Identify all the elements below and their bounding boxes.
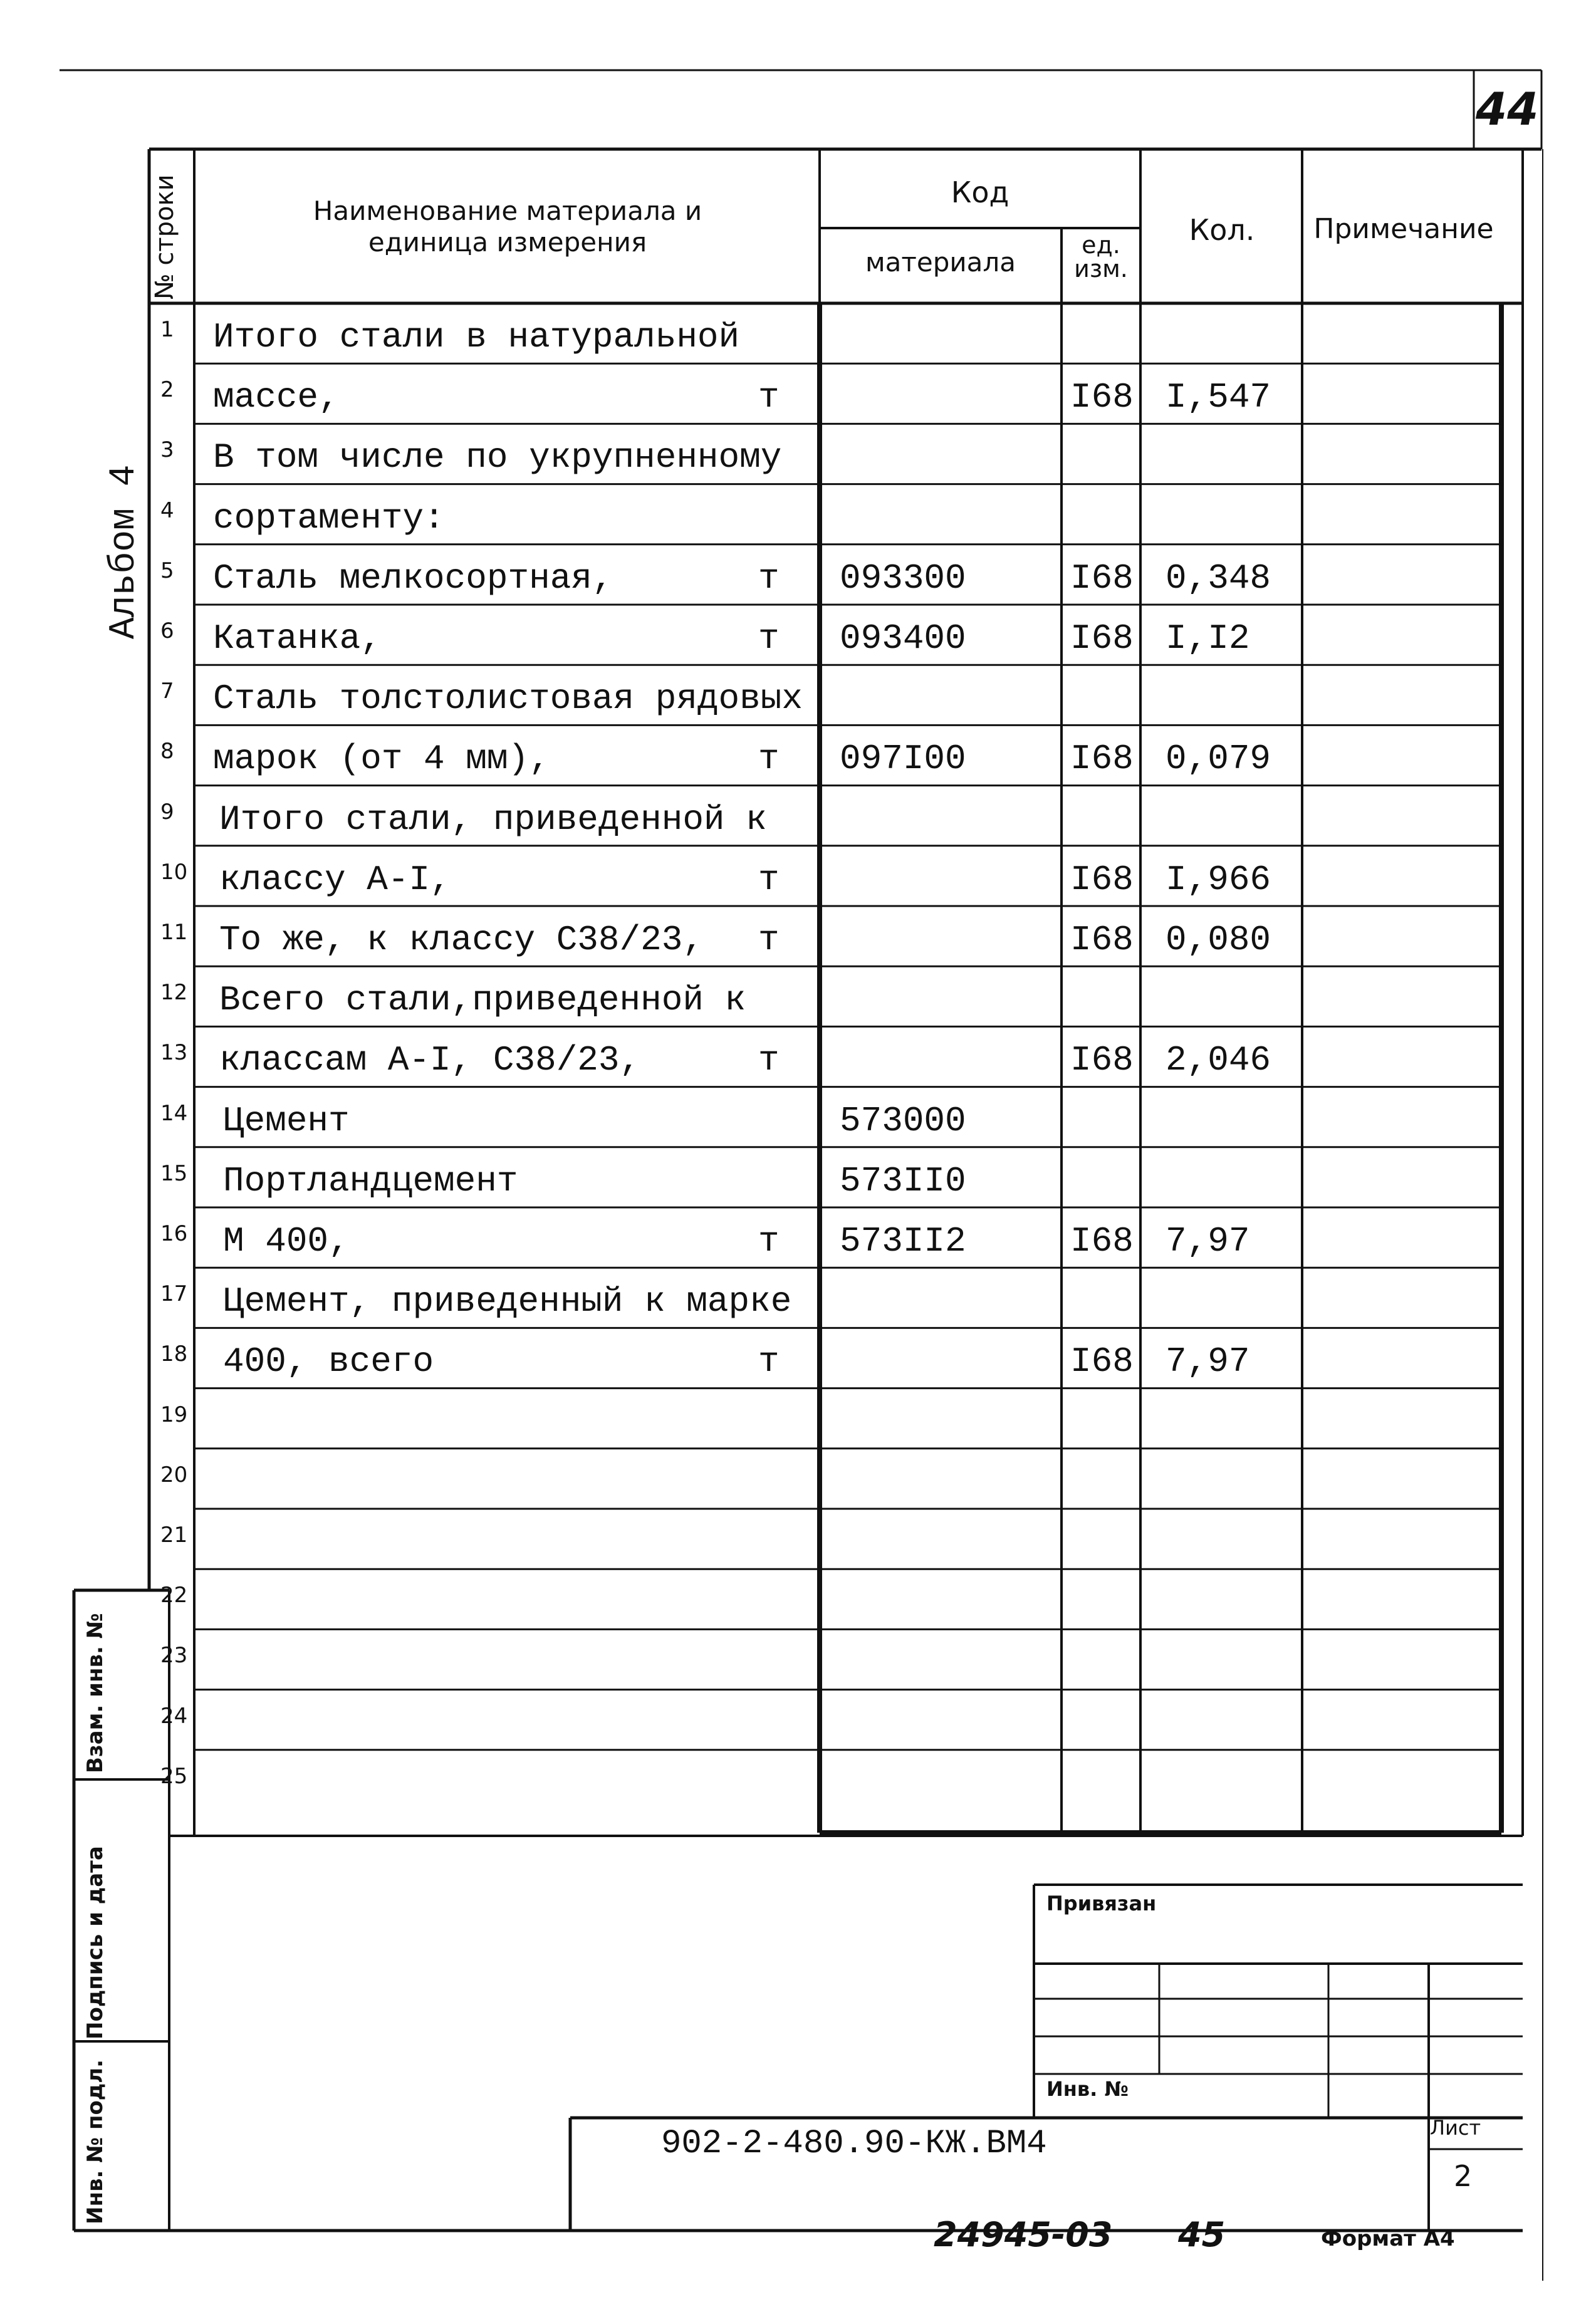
album-label: Альбом 4 [104,464,145,639]
row-name: Цемент, приведенный к марке [223,1281,792,1322]
row-unit-code: I68 [1070,1040,1134,1081]
label-inv-podl: Инв. № подл. [83,2059,108,2224]
row-name: марок (от 4 мм), [213,739,550,779]
row-unit-letter: т [758,618,780,659]
row-unit-letter: т [758,739,780,779]
page-number: 44 [1476,83,1539,135]
row-quantity: 7,97 [1166,1221,1250,1261]
row-number: 2 [160,377,174,403]
row-name: Сталь мелкосортная, [213,558,613,598]
row-unit-letter: т [758,859,780,900]
row-number: 20 [160,1462,188,1487]
stamp-list-number: 2 [1454,2159,1473,2193]
row-name: сортаменту: [213,497,445,538]
row-number: 4 [160,497,174,523]
header-code: Код [951,175,1009,209]
header-note: Примечание [1313,213,1494,245]
row-number: 14 [160,1100,188,1126]
row-number: 23 [160,1643,188,1669]
row-material-code: 093400 [840,618,966,659]
row-unit-letter: т [758,558,780,598]
row-name: Цемент [223,1100,350,1141]
stamp-privyazan: Привязан [1046,1892,1157,1915]
row-name: Катанка, [213,618,382,659]
row-name: классу А-I, [219,859,451,900]
row-name: Портландцемент [223,1160,518,1201]
row-number: 16 [160,1221,188,1246]
row-unit-code: I68 [1070,920,1134,960]
row-name: Итого стали в натуральной [213,317,740,357]
row-number: 19 [160,1402,188,1427]
row-material-code: 573II2 [840,1221,966,1261]
row-unit-letter: т [758,377,780,418]
row-unit-letter: т [758,1221,780,1261]
footer-hand-code: 24945-03 [934,2215,1113,2254]
row-number: 22 [160,1583,188,1608]
header-unit: ед. изм. [1074,231,1128,283]
row-number: 6 [160,618,174,643]
row-number: 11 [160,920,188,945]
row-number: 7 [160,679,174,704]
footer-format: Формат А4 [1321,2226,1455,2251]
row-number: 12 [160,980,188,1006]
row-number: 25 [160,1763,188,1789]
row-quantity: 2,046 [1166,1040,1271,1081]
row-quantity: 0,348 [1166,558,1271,598]
row-unit-code: I68 [1070,859,1134,900]
row-unit-code: I68 [1070,1341,1134,1382]
row-unit-letter: т [758,1040,780,1081]
header-qty: Кол. [1189,213,1255,247]
row-unit-code: I68 [1070,558,1134,598]
stamp-inv-no: Инв. № [1046,2077,1129,2101]
row-material-code: 573000 [840,1100,966,1141]
row-unit-code: I68 [1070,1221,1134,1261]
footer-hand-number: 45 [1178,2215,1226,2254]
row-number: 15 [160,1160,188,1186]
row-name: массе, [213,377,340,418]
row-number: 10 [160,859,188,885]
row-quantity: 7,97 [1166,1341,1250,1382]
row-number: 1 [160,317,174,342]
row-number: 18 [160,1341,188,1367]
row-name: Всего стали,приведенной к [219,980,746,1021]
row-quantity: I,I2 [1166,618,1250,659]
row-name: классам А-I, С38/23, [219,1040,641,1081]
header-material: материала [865,247,1016,278]
row-unit-code: I68 [1070,739,1134,779]
header-row-number: № строки [150,174,179,299]
row-number: 24 [160,1703,188,1729]
row-name: То же, к классу С38/23, [219,920,704,960]
row-name: М 400, [223,1221,350,1261]
row-number: 17 [160,1281,188,1307]
row-unit-code: I68 [1070,377,1134,418]
row-unit-letter: т [758,920,780,960]
row-material-code: 097I00 [840,739,966,779]
row-number: 8 [160,739,174,764]
row-unit-letter: т [758,1341,780,1382]
row-number: 9 [160,799,174,825]
row-number: 5 [160,558,174,583]
row-quantity: 0,080 [1166,920,1271,960]
header-name: Наименование материала и единица измерения [313,195,702,258]
row-quantity: I,547 [1166,377,1271,418]
row-number: 13 [160,1040,188,1066]
row-number: 21 [160,1523,188,1548]
row-name: В том числе по укрупненному [213,437,782,478]
row-unit-code: I68 [1070,618,1134,659]
row-quantity: I,966 [1166,859,1271,900]
row-name: Сталь толстолистовая рядовых [213,679,803,719]
row-material-code: 573II0 [840,1160,966,1201]
label-podpis-data: Подпись и дата [83,1846,108,2039]
row-material-code: 093300 [840,558,966,598]
stamp-doc-code: 902-2-480.90-КЖ.ВМ4 [661,2125,1047,2163]
row-quantity: 0,079 [1166,739,1271,779]
row-name: 400, всего [223,1341,434,1382]
row-name: Итого стали, приведенной к [219,799,767,840]
row-number: 3 [160,437,174,463]
stamp-list-label: Лист [1430,2116,1481,2140]
label-vzam-inv: Взам. инв. № [83,1613,108,1773]
